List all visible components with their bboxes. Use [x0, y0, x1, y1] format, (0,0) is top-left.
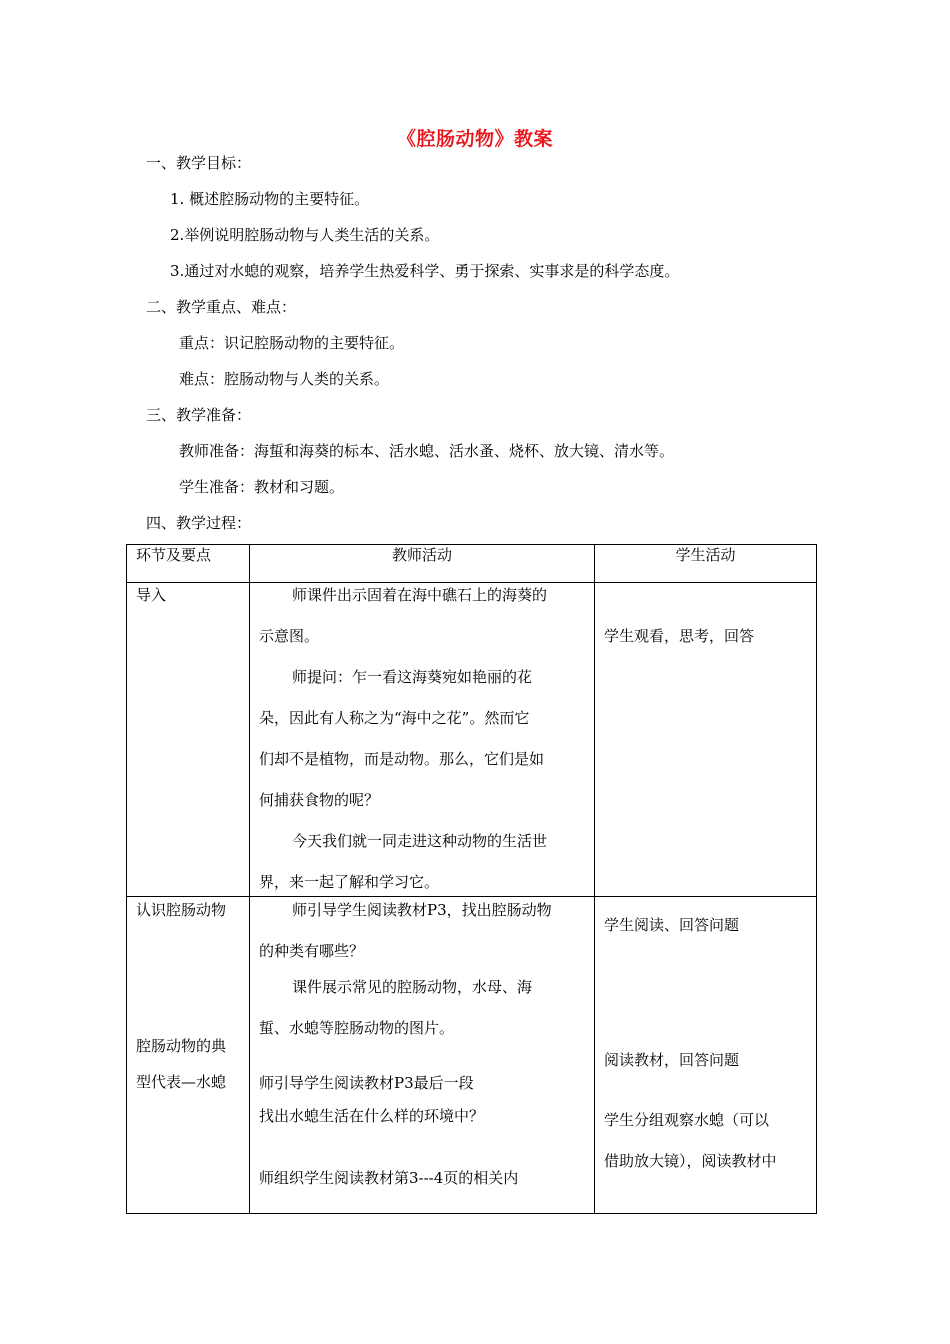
- table-header-row: [127, 545, 817, 583]
- teacher-line: 师提问：乍一看这海葵宛如艳丽的花: [292, 668, 533, 686]
- student-activity-cell: [595, 897, 817, 1214]
- stage-label: 认识腔肠动物: [136, 901, 227, 919]
- key-point: 重点：识记腔肠动物的主要特征。: [179, 334, 405, 352]
- teacher-line: 的种类有哪些？: [259, 942, 365, 960]
- stage-label: 导入: [136, 586, 167, 604]
- teacher-line: 师课件出示固着在海中礁石上的海葵的: [292, 586, 548, 604]
- teacher-activity-cell: [250, 897, 595, 1214]
- stage-label: 型代表—水螅: [136, 1073, 227, 1091]
- teacher-line: 师引导学生阅读教材P3最后一段: [259, 1074, 474, 1092]
- objective-item: 2.举例说明腔肠动物与人类生活的关系。: [170, 226, 440, 244]
- objective-item: 3.通过对水螅的观察，培养学生热爱科学、勇于探索、实事求是的科学态度。: [170, 262, 680, 280]
- column-header-stage: 环节及要点: [127, 545, 250, 583]
- teacher-line: 界，来一起了解和学习它。: [259, 873, 440, 891]
- teacher-line: 们却不是植物，而是动物。那么，它们是如: [259, 750, 545, 768]
- teacher-line: 何捕获食物的呢？: [259, 791, 380, 809]
- teacher-line: 蜇、水螅等腔肠动物的图片。: [259, 1019, 455, 1037]
- teacher-line: 朵，因此有人称之为“海中之花”。然而它: [259, 709, 530, 727]
- teacher-line: 师引导学生阅读教材P3，找出腔肠动物: [292, 901, 552, 919]
- stage-label: 腔肠动物的典: [136, 1037, 227, 1055]
- student-line: 学生分组观察水螅（可以: [604, 1111, 770, 1129]
- column-header-student: 学生活动: [595, 545, 817, 583]
- objective-item: 1. 概述腔肠动物的主要特征。: [170, 190, 370, 208]
- table-row: [127, 583, 817, 897]
- student-preparation: 学生准备：教材和习题。: [179, 478, 345, 496]
- stage-cell: [127, 897, 250, 1214]
- process-heading: 四、教学过程：: [146, 514, 252, 532]
- table-row: [127, 897, 817, 1214]
- student-line: 借助放大镜），阅读教材中: [604, 1152, 777, 1170]
- teacher-line: 师组织学生阅读教材第3---4页的相关内: [259, 1169, 519, 1187]
- key-points-heading: 二、教学重点、难点：: [146, 298, 297, 316]
- teacher-activity-cell: [250, 583, 595, 897]
- process-table: [126, 544, 817, 1214]
- teacher-line: 示意图。: [259, 627, 320, 645]
- preparation-heading: 三、教学准备：: [146, 406, 252, 424]
- teacher-line: 课件展示常见的腔肠动物，水母、海: [292, 978, 533, 996]
- student-activity-cell: [595, 583, 817, 897]
- difficulty-point: 难点：腔肠动物与人类的关系。: [179, 370, 390, 388]
- stage-cell: [127, 583, 250, 897]
- objectives-heading: 一、教学目标：: [146, 154, 252, 172]
- column-header-teacher: 教师活动: [250, 545, 595, 583]
- page-title: 《腔肠动物》教案: [396, 128, 553, 150]
- teacher-line: 今天我们就一同走进这种动物的生活世: [292, 832, 548, 850]
- student-line: 阅读教材，回答问题: [604, 1051, 740, 1069]
- student-line: 学生观看，思考，回答: [604, 627, 755, 645]
- teacher-line: 找出水螅生活在什么样的环境中？: [259, 1107, 485, 1125]
- teacher-preparation: 教师准备：海蜇和海葵的标本、活水螅、活水蚤、烧杯、放大镜、清水等。: [179, 442, 675, 460]
- student-line: 学生阅读、回答问题: [604, 916, 740, 934]
